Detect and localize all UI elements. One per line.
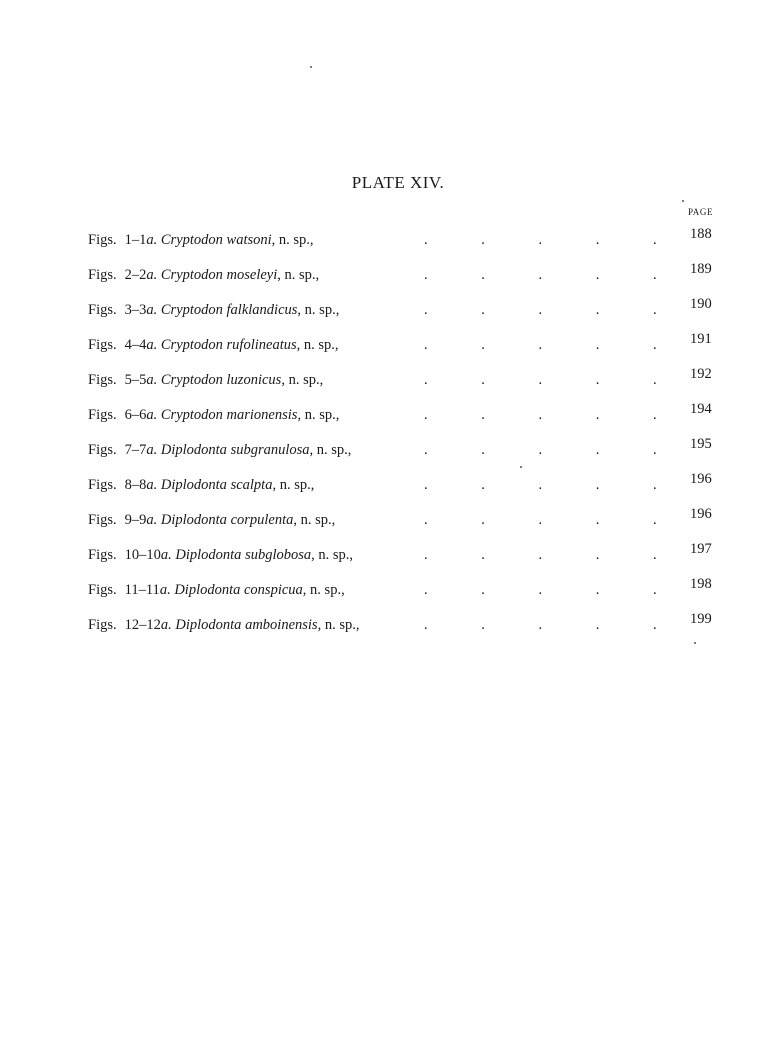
figs-label: Figs. [88,267,117,283]
page-number: 192 [690,366,712,382]
figs-label: Figs. [88,512,117,528]
figure-range: 4–4 [124,337,147,353]
page-number: 197 [690,541,712,557]
figure-entry [0,467,776,502]
dot-leader: . . . . . [424,232,657,248]
species-suffix: , n. sp., [281,372,324,388]
figs-label: Figs. [88,232,117,248]
species-name: amboinensis [245,617,318,633]
figure-range: 8–8 [124,477,147,493]
figure-letter: a. [146,232,158,248]
dot-leader: . . . . . [424,617,657,633]
dot-leader: . . . . . [424,302,657,318]
figure-letter: a. [146,407,158,423]
figure-range: 2–2 [124,267,147,283]
figs-label: Figs. [88,337,117,353]
figs-label: Figs. [88,407,117,423]
figure-range: 1–1 [124,232,147,248]
species-name: rufolineatus [226,337,297,353]
plate-title: PLATE XIV. [351,173,445,192]
dot-leader: . . . . . [424,407,657,423]
page-number: 199 [690,611,712,627]
figure-entry [0,432,776,467]
dot-leader: . . . . . [424,512,657,528]
dot-leader: . . . . . [424,547,657,563]
figure-range: 5–5 [124,372,147,388]
figure-letter: a. [159,582,171,598]
figure-entry [0,327,776,362]
page-column-header: PAGE [688,207,714,217]
page-number: 191 [690,331,712,347]
genus-name: Diplodonta [160,477,227,493]
species-suffix: , n. sp., [302,582,345,598]
figure-range: 9–9 [124,512,147,528]
species-name: marionensis [226,407,298,423]
figure-entry [0,537,776,572]
figure-entry [0,607,776,642]
figure-letter: a. [160,547,172,563]
figs-label: Figs. [88,547,117,563]
figure-letter: a. [146,267,158,283]
figure-range: 3–3 [124,302,147,318]
figure-letter: a. [146,477,158,493]
genus-name: Cryptodon [160,267,223,283]
species-suffix: , n. sp., [297,302,340,318]
genus-name: Cryptodon [160,407,223,423]
figure-range: 6–6 [124,407,147,423]
species-name: falklandicus [226,302,298,318]
genus-name: Diplodonta [174,582,241,598]
figure-entry [0,362,776,397]
page-number: 188 [690,226,712,242]
species-name: corpulenta [230,512,294,528]
page-number: 196 [690,471,712,487]
figure-letter: a. [146,442,158,458]
genus-name: Diplodonta [160,512,227,528]
species-suffix: , n. sp., [317,617,360,633]
genus-name: Diplodonta [175,547,242,563]
figs-label: Figs. [88,442,117,458]
page-number: 190 [690,296,712,312]
species-suffix: , n. sp., [293,512,336,528]
species-name: moseleyi [226,267,278,283]
figs-label: Figs. [88,302,117,318]
page-number: 189 [690,261,712,277]
page-number: 194 [690,401,712,417]
figure-letter: a. [146,302,158,318]
figure-letter: a. [146,512,158,528]
figure-list [0,222,776,642]
figure-entry [0,502,776,537]
dot-leader: . . . . . [424,442,657,458]
figure-letter: a. [146,372,158,388]
scan-speck [694,642,696,644]
figure-range: 11–11 [124,582,160,598]
figure-letter: a. [146,337,158,353]
figure-range: 12–12 [124,617,161,633]
dot-leader: . . . . . [424,337,657,353]
figure-range: 10–10 [124,547,161,563]
genus-name: Cryptodon [160,302,223,318]
species-name: scalpta [230,477,273,493]
figure-entry [0,257,776,292]
page-number: 195 [690,436,712,452]
figure-range: 7–7 [124,442,147,458]
figs-label: Figs. [88,477,117,493]
genus-name: Diplodonta [160,442,227,458]
genus-name: Cryptodon [160,232,223,248]
page-number: 196 [690,506,712,522]
figure-entry [0,222,776,257]
dot-leader: . . . . . [424,267,657,283]
scan-speck [520,466,522,468]
species-name: subgranulosa [230,442,310,458]
genus-name: Cryptodon [160,337,223,353]
figs-label: Figs. [88,617,117,633]
species-suffix: , n. sp., [272,477,315,493]
page-number: 198 [690,576,712,592]
species-name: luzonicus [226,372,282,388]
figs-label: Figs. [88,372,117,388]
dot-leader: . . . . . [424,372,657,388]
figs-label: Figs. [88,582,117,598]
figure-entry [0,292,776,327]
species-name: subglobosa [245,547,312,563]
species-suffix: , n. sp., [296,337,339,353]
genus-name: Cryptodon [160,372,223,388]
dot-leader: . . . . . [424,582,657,598]
scan-speck [310,66,312,68]
species-suffix: , n. sp., [277,267,320,283]
species-suffix: , n. sp., [271,232,314,248]
species-suffix: , n. sp., [311,547,354,563]
species-suffix: , n. sp., [297,407,340,423]
genus-name: Diplodonta [175,617,242,633]
scan-speck [682,200,684,202]
figure-entry [0,397,776,432]
species-suffix: , n. sp., [309,442,352,458]
dot-leader: . . . . . [424,477,657,493]
species-name: watsoni [226,232,272,248]
figure-letter: a. [160,617,172,633]
species-name: conspicua [244,582,303,598]
figure-entry [0,572,776,607]
